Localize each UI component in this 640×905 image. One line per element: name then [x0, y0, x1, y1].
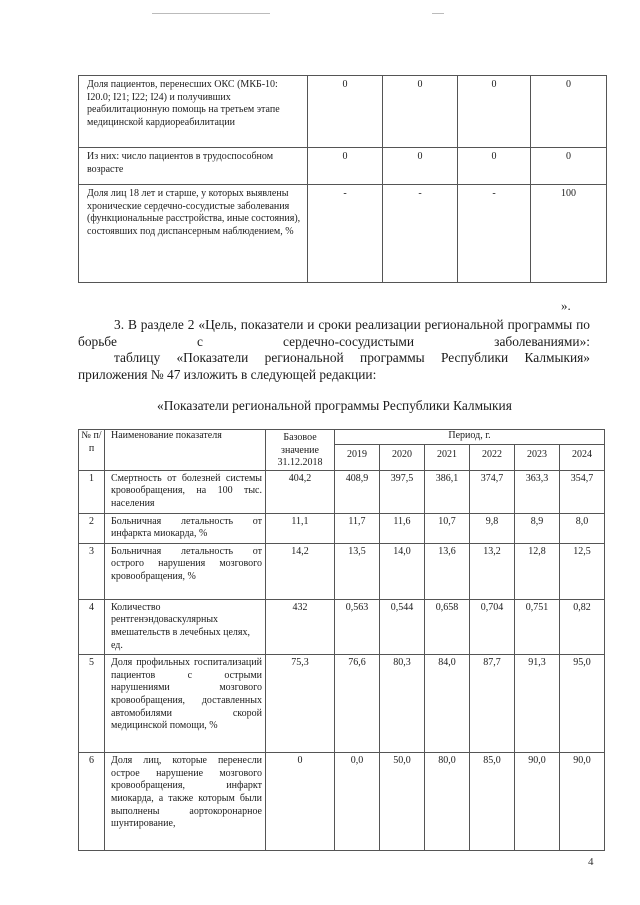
table-row: [79, 148, 607, 185]
row-number: 6: [79, 753, 105, 851]
base-value: 404,2: [266, 470, 335, 513]
page-number: 4: [588, 856, 594, 868]
year-value: 90,0: [560, 753, 605, 851]
indicator-value: 0: [458, 76, 531, 148]
indicator-value: 0: [383, 76, 458, 148]
year-value: 0,751: [515, 599, 560, 654]
year-value: 50,0: [380, 753, 425, 851]
indicator-name: Доля лиц, которые перенесли острое нарушение мозгового кровообращения, инфаркт миокарда, а также которым были выполнены аортокоронарное шунтирование,: [105, 753, 266, 851]
table-row: [79, 599, 605, 654]
year-value: 80,3: [380, 655, 425, 753]
header-row: [79, 430, 605, 445]
year-value: 354,7: [560, 470, 605, 513]
indicator-value: 0: [383, 148, 458, 185]
row-number: 1: [79, 470, 105, 513]
year-value: 85,0: [470, 753, 515, 851]
row-number: 4: [79, 599, 105, 654]
row-number: 2: [79, 513, 105, 543]
table-title: «Показатели региональной программы Республики Калмыкия: [157, 398, 512, 413]
base-value: 11,1: [266, 513, 335, 543]
indicator-value: -: [458, 185, 531, 283]
row-number: 3: [79, 543, 105, 599]
indicator-value: 0: [458, 148, 531, 185]
year-value: 12,8: [515, 543, 560, 599]
indicator-value: 0: [531, 148, 607, 185]
header-year: 2021: [425, 445, 470, 471]
continued-indicators-table: [78, 75, 607, 283]
indicator-label: Из них: число пациентов в трудоспособном возрасте: [79, 148, 308, 185]
indicator-value: -: [308, 185, 383, 283]
year-value: 374,7: [470, 470, 515, 513]
indicator-name: Количество рентгенэндоваскулярных вмешательств в лечебных целях, ед.: [105, 599, 266, 654]
year-value: 76,6: [335, 655, 380, 753]
year-value: 408,9: [335, 470, 380, 513]
header-year: 2022: [470, 445, 515, 471]
year-value: 12,5: [560, 543, 605, 599]
regional-indicators-table: [78, 429, 605, 851]
year-value: 87,7: [470, 655, 515, 753]
header-period: Период, г.: [335, 430, 605, 445]
scan-artifact: [432, 13, 444, 14]
year-value: 0,563: [335, 599, 380, 654]
header-base: Базовое значение 31.12.2018: [266, 430, 335, 471]
indicator-name: Смертность от болезней системы кровообращения, на 100 тыс. населения: [105, 470, 266, 513]
base-value: 432: [266, 599, 335, 654]
indicator-value: 0: [308, 76, 383, 148]
base-value: 14,2: [266, 543, 335, 599]
amendment-paragraph: 3. В разделе 2 «Цель, показатели и сроки реализации региональной программы по борьбе с сердечно-сосудистыми заболеваниями»:: [78, 317, 590, 349]
year-value: 95,0: [560, 655, 605, 753]
row-number: 5: [79, 655, 105, 753]
year-value: 90,0: [515, 753, 560, 851]
amendment-paragraph: таблицу «Показатели региональной программы Республики Калмыкия» приложения № 47 изложить в следующей редакции:: [78, 350, 590, 382]
year-value: 80,0: [425, 753, 470, 851]
year-value: 363,3: [515, 470, 560, 513]
scan-artifact: [152, 13, 270, 14]
year-value: 84,0: [425, 655, 470, 753]
header-year: 2024: [560, 445, 605, 471]
year-value: 13,5: [335, 543, 380, 599]
year-value: 10,7: [425, 513, 470, 543]
indicator-value: 0: [308, 148, 383, 185]
table-row: [79, 753, 605, 851]
indicator-value: -: [383, 185, 458, 283]
year-value: 13,2: [470, 543, 515, 599]
base-value: 75,3: [266, 655, 335, 753]
header-num: № п/п: [79, 430, 105, 471]
year-value: 386,1: [425, 470, 470, 513]
year-value: 11,7: [335, 513, 380, 543]
table-row: [79, 470, 605, 513]
year-value: 8,0: [560, 513, 605, 543]
year-value: 0,704: [470, 599, 515, 654]
indicator-label: Доля лиц 18 лет и старше, у которых выявлены хронические сердечно-сосудистые заболевания (функциональные расстройства, иные состояния), состоявших под диспансерным наблюдением, %: [79, 185, 308, 283]
year-value: 397,5: [380, 470, 425, 513]
year-value: 11,6: [380, 513, 425, 543]
year-value: 14,0: [380, 543, 425, 599]
indicator-name: Доля профильных госпитализаций пациентов с острыми нарушениями мозгового кровообращения, доставленных автомобилями скорой медицинской помощи, %: [105, 655, 266, 753]
year-value: 8,9: [515, 513, 560, 543]
header-year: 2023: [515, 445, 560, 471]
closing-quote: ».: [561, 298, 571, 313]
year-value: 0,544: [380, 599, 425, 654]
indicator-name: Больничная летальность от инфаркта миокарда, %: [105, 513, 266, 543]
year-value: 0,82: [560, 599, 605, 654]
table-row: [79, 76, 607, 148]
header-year: 2020: [380, 445, 425, 471]
year-value: 0,658: [425, 599, 470, 654]
table-row: [79, 543, 605, 599]
year-value: 9,8: [470, 513, 515, 543]
header-name: Наименование показателя: [105, 430, 266, 471]
table-row: [79, 185, 607, 283]
base-value: 0: [266, 753, 335, 851]
table-row: [79, 655, 605, 753]
indicator-value: 100: [531, 185, 607, 283]
indicator-label: Доля пациентов, перенесших ОКС (МКБ-10: I20.0; I21; I22; I24) и получивших реабилитационную помощь на третьем этапе медицинской кардиореабилитации: [79, 76, 308, 148]
indicator-value: 0: [531, 76, 607, 148]
year-value: 0,0: [335, 753, 380, 851]
year-value: 91,3: [515, 655, 560, 753]
year-value: 13,6: [425, 543, 470, 599]
header-year: 2019: [335, 445, 380, 471]
table-row: [79, 513, 605, 543]
indicator-name: Больничная летальность от острого нарушения мозгового кровообращения, %: [105, 543, 266, 599]
